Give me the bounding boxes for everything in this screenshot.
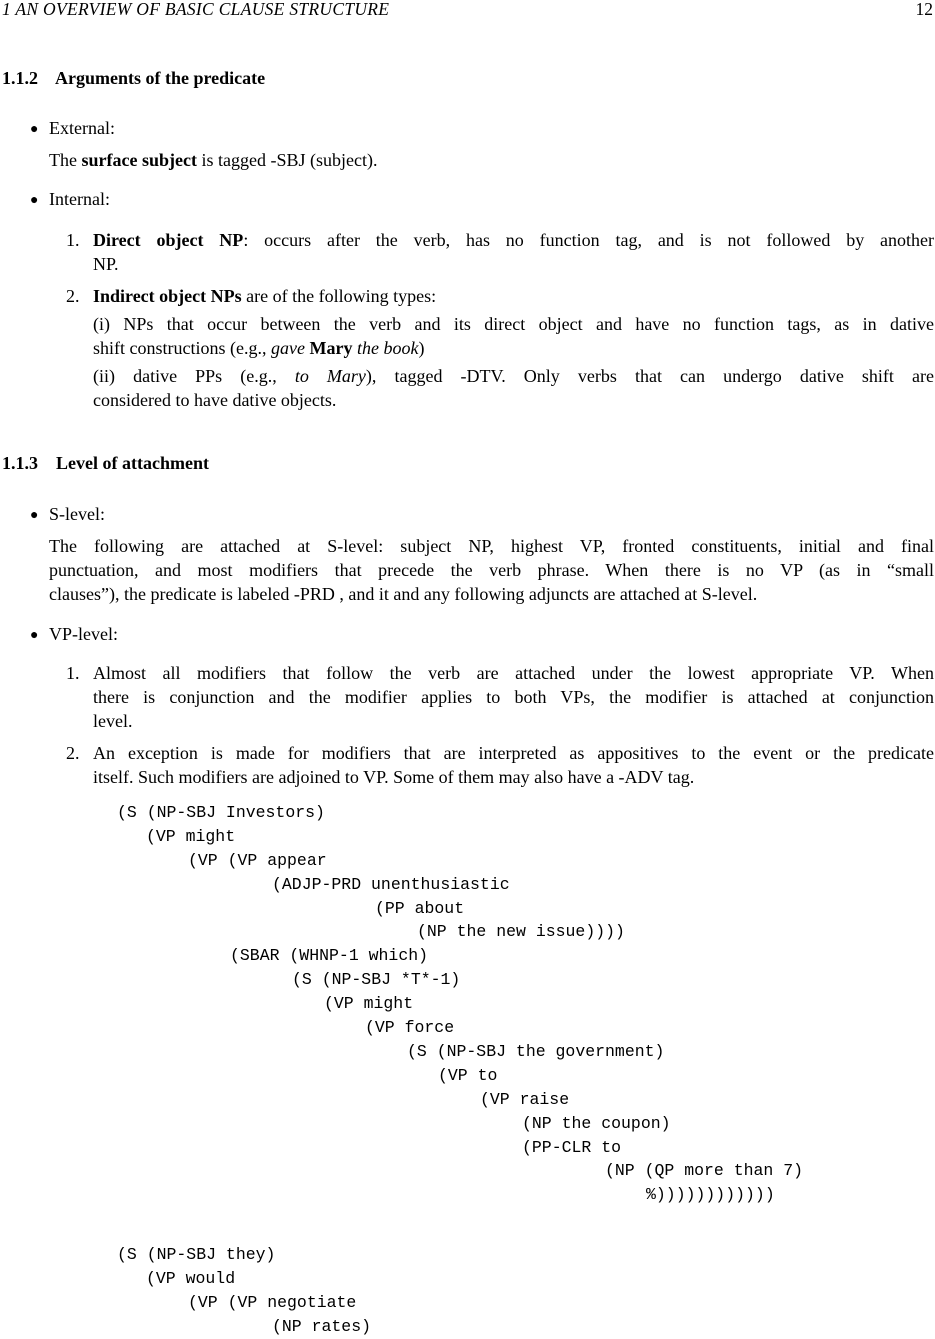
external-description: The surface subject is tagged -SBJ (subject).	[49, 150, 378, 170]
tree-line: (NP the new issue))))	[417, 922, 625, 941]
list-number: 2.	[66, 743, 80, 763]
tree-line: (S (NP-SBJ the government)	[407, 1042, 665, 1061]
tree-line: (NP rates)	[272, 1317, 372, 1336]
tree-line: %))))))))))))	[646, 1185, 775, 1204]
vp-level-label: VP-level:	[49, 624, 118, 644]
vp-item2-line2: itself. Such modifiers are adjoined to VP. Some of them may also have a -ADV tag.	[93, 767, 695, 787]
tree-line: (NP (QP more than 7)	[605, 1161, 804, 1180]
list-number: 2.	[66, 286, 80, 306]
tree-line: (SBAR (WHNP-1 which)	[230, 946, 429, 965]
bullet-icon: ●	[30, 508, 39, 523]
tree-line: (NP the coupon)	[522, 1114, 671, 1133]
running-header: 1 AN OVERVIEW OF BASIC CLAUSE STRUCTURE	[2, 0, 390, 19]
s-level-paragraph-line1: The following are attached at S-level: subject NP, highest VP, fronted constituents, initial and final	[49, 536, 934, 556]
s-level-paragraph-line3: clauses”), the predicate is labeled -PRD , and it and any following adjuncts are attached at S-level.	[49, 584, 758, 604]
list-number: 1.	[66, 663, 80, 683]
vp-item1-line2: there is conjunction and the modifier applies to both VPs, the modifier is attached at conjunction	[93, 687, 934, 707]
internal-label: Internal:	[49, 189, 110, 209]
tree-line: (VP (VP appear	[188, 851, 327, 870]
tree-line: (VP might	[324, 994, 414, 1013]
indirect-type-i: (i) NPs that occur between the verb and its direct object and have no function tags, as in dative	[93, 314, 934, 334]
tree-line: (S (NP-SBJ they)	[117, 1245, 276, 1264]
tree-line: (VP (VP negotiate	[188, 1293, 357, 1312]
tree-line: (S (NP-SBJ *T*-1)	[292, 970, 461, 989]
bullet-icon: ●	[30, 193, 39, 208]
indirect-type-i-cont: shift constructions (e.g., gave Mary the book)	[93, 338, 425, 358]
indirect-type-ii-cont: considered to have dative objects.	[93, 390, 337, 410]
tree-line: (VP to	[438, 1066, 498, 1085]
bullet-icon: ●	[30, 122, 39, 137]
tree-line: (VP force	[365, 1018, 455, 1037]
section-heading-1-1-2: 1.1.2 Arguments of the predicate	[2, 68, 266, 88]
tree-line: (ADJP-PRD unenthusiastic	[272, 875, 510, 894]
page-number: 12	[915, 0, 933, 19]
vp-item1-line3: level.	[93, 711, 133, 731]
indirect-type-ii: (ii) dative PPs (e.g., to Mary), tagged -DTV. Only verbs that can undergo dative shift are	[93, 366, 934, 386]
tree-line: (VP would	[146, 1269, 236, 1288]
direct-object-item: Direct object NP: occurs after the verb, has no function tag, and is not followed by another	[93, 230, 935, 250]
vp-item1-line1: Almost all modifiers that follow the verb are attached under the lowest appropriate VP. When	[93, 663, 934, 683]
direct-object-item-cont: NP.	[93, 254, 119, 274]
section-heading-1-1-3: 1.1.3 Level of attachment	[2, 453, 209, 473]
s-level-label: S-level:	[49, 504, 105, 524]
list-number: 1.	[66, 230, 80, 250]
external-label: External:	[49, 118, 115, 138]
tree-line: (PP about	[375, 899, 465, 918]
tree-line: (PP-CLR to	[522, 1138, 622, 1157]
indirect-object-item: Indirect object NPs are of the following types:	[93, 286, 437, 306]
tree-line: (VP raise	[480, 1090, 570, 1109]
tree-line: (S (NP-SBJ Investors)	[117, 803, 325, 822]
s-level-paragraph-line2: punctuation, and most modifiers that precede the verb phrase. When there is no VP (as in “small	[49, 560, 934, 580]
tree-line: (VP might	[146, 827, 236, 846]
vp-item2-line1: An exception is made for modifiers that are interpreted as appositives to the event or the predicate	[93, 743, 934, 763]
bullet-icon: ●	[30, 628, 39, 643]
